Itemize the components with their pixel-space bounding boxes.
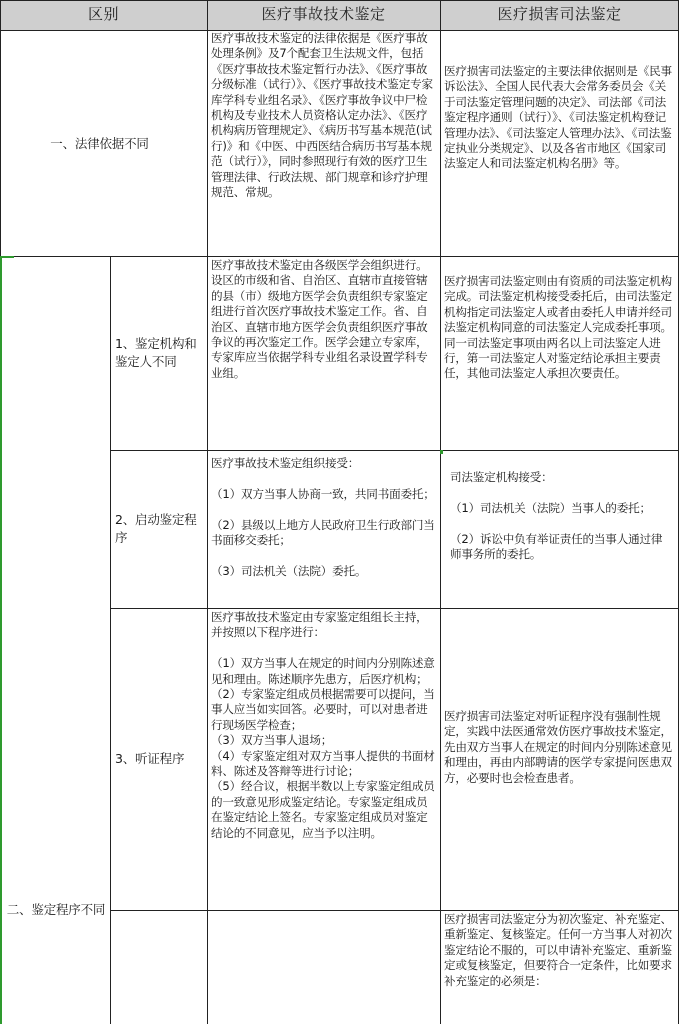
grid-line: [207, 0, 208, 1024]
grid-line: [110, 450, 679, 451]
grid-line: [110, 910, 679, 911]
hearing-technical-item: （1）双方当事人在规定的时间内分别陈述意见和理由。陈述顺序先患方，后医疗机构；: [211, 656, 435, 686]
grid-line: [440, 0, 441, 1024]
fourth-technical-text: [209, 912, 438, 1024]
legal-basis-technical-text: 医疗事故技术鉴定的法律依据是《医疗事故处理条例》及7个配套卫生法规文件，包括《医疗事故技术鉴定暂行办法》、《医疗事故分级标准（试行）》、《医疗事故技术鉴定专家库学科专业组名录》、《医疗事故争议中尸检机构及专业技术人员资格认定办法》、《医疗机构病历管理规定》、《病历书写基本规范(试行)》和《中医、中西医结合病历书写基本规范（试行）》，同时参照现行有效的医疗卫生管理法律、行政法规、部门规章和诊疗护理规范、常规。: [211, 31, 433, 200]
selection-mark: [440, 450, 443, 454]
hearing-technical-text: [209, 610, 438, 908]
subrow-label-fourth: [112, 912, 207, 1024]
subrow-label-hearing: 3、听证程序: [115, 750, 185, 766]
initiation-technical-item: （3）司法机关（法院）委托。: [211, 563, 367, 578]
selection-mark: [0, 256, 14, 258]
agency-technical-text: 医疗事故技术鉴定由各级医学会组织进行。设区的市级和省、自治区、直辖市直接管辖的县（市）级地方医学会负责组织专家鉴定组进行首次医疗事故技术鉴定工作。省、自治区、直辖市地方医学会负责组织医疗事故争议的再次鉴定工作。医学会建立专家库，专家库应当依据学科专业组名录设置学科专业组。: [211, 258, 428, 380]
grid-line: [0, 256, 679, 257]
initiation-judicial-item: （1）司法机关（法院）当事人的委托；: [450, 500, 651, 515]
hearing-judicial-text: 医疗损害司法鉴定对听证程序没有强制性规定，实践中法医通常效仿医疗事故技术鉴定，先由双方当事人在规定的时间内分别陈述意见和理由，再由内部聘请的医学专家提问医患双方，必要时也会检查患者。: [444, 709, 672, 785]
initiation-judicial-item: （2）诉讼中负有举证责任的当事人通过律师事务所的委托。: [450, 531, 663, 561]
hearing-technical-item: （2）专家鉴定组成员根据需要可以提问，当事人应当如实回答。必要时，可以对患者进行现场医学检查；: [211, 687, 435, 732]
hearing-technical-item: （4）专家鉴定组对双方当事人提供的书面材料、陈述及答辩等进行讨论；: [211, 748, 435, 779]
subrow-label-agency: 1、鉴定机构和鉴定人不同: [115, 336, 197, 369]
header-judicial: 医疗损害司法鉴定: [440, 0, 679, 30]
initiation-technical-item: （1）双方当事人协商一致，共同书面委托；: [211, 486, 435, 501]
initiation-technical-intro: 医疗事故技术鉴定组织接受：: [211, 456, 360, 470]
legal-basis-judicial-text: 医疗损害司法鉴定的主要法律依据则是《民事诉讼法》、全国人民代表大会常务委员会《关于司法鉴定管理问题的决定》、司法部《司法鉴定程序通则（试行）》、《司法鉴定机构登记管理办法》、《司法鉴定人管理办法》、《司法鉴定执业分类规定》、以及各省市地区《国家司法鉴定人和司法鉴定机构名册》等。: [444, 64, 672, 171]
initiation-judicial-text: [442, 470, 674, 600]
grid-line: [110, 256, 111, 1024]
selection-mark: [0, 258, 2, 1024]
row-label-legal-basis: 一、法律依据不同: [50, 135, 149, 151]
initiation-judicial-intro: 司法鉴定机构接受：: [450, 470, 553, 484]
grid-line: [0, 30, 679, 31]
hearing-technical-item: （5）经合议，根据半数以上专家鉴定组成员的一致意见形成鉴定结论。专家鉴定组成员在鉴定结论上签名。专家鉴定组成员对鉴定结论的不同意见，应当予以注明。: [211, 779, 435, 840]
row-label-procedure: 二、鉴定程序不同: [6, 902, 106, 917]
fourth-judicial-text: 医疗损害司法鉴定分为初次鉴定、补充鉴定、重新鉴定、复核鉴定。任何一方当事人对初次鉴定结论不服的，可以申请补充鉴定、重新鉴定或复核鉴定，但要符合一定条件，比如要求补充鉴定的必须是：: [444, 912, 672, 988]
initiation-technical-text: [209, 456, 438, 606]
hearing-technical-intro: 医疗事故技术鉴定由专家鉴定组组长主持，并按照以下程序进行：: [211, 610, 428, 640]
initiation-technical-item: （2）县级以上地方人民政府卫生行政部门当书面移交委托；: [211, 517, 435, 547]
agency-judicial-text: 医疗损害司法鉴定则由有资质的司法鉴定机构完成。司法鉴定机构接受委托后，由司法鉴定机构指定司法鉴定人或者由委托人申请并经司法鉴定机构同意的司法鉴定人完成委托事项。同一司法鉴定事项由两名以上司法鉴定人进行，第一司法鉴定人对鉴定结论承担主要责任，其他司法鉴定人承担次要责任。: [444, 274, 672, 381]
header-technical: 医疗事故技术鉴定: [207, 0, 440, 30]
header-category: 区别: [0, 0, 207, 30]
grid-line: [110, 608, 679, 609]
subrow-label-initiation: 2、启动鉴定程序: [115, 512, 197, 545]
grid-line: [0, 0, 679, 1]
hearing-technical-item: （3）双方当事人退场；: [211, 733, 333, 748]
